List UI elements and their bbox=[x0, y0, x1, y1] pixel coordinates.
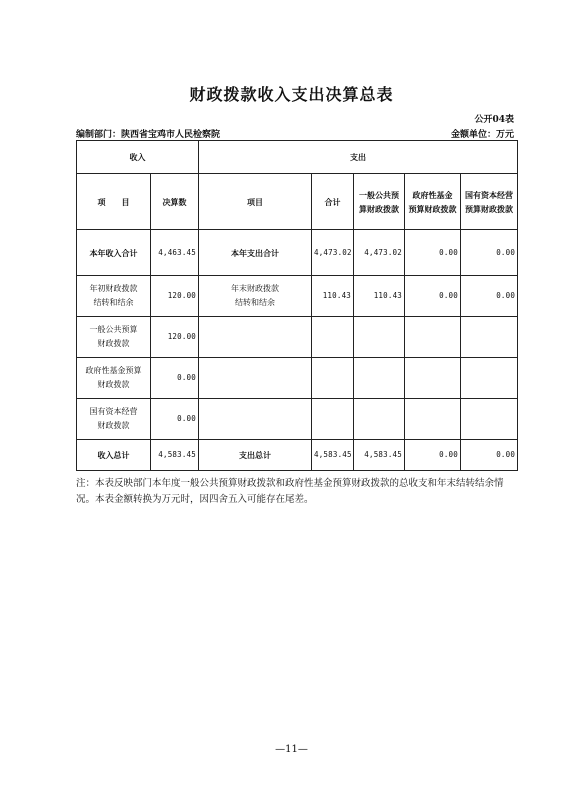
table-row bbox=[77, 399, 518, 440]
general-budget-label-line2: 财政拨款 bbox=[97, 339, 130, 348]
year-end-carryover-label-line1: 年末财政拨款 bbox=[231, 284, 279, 293]
table-row bbox=[77, 440, 518, 471]
empty-cell bbox=[199, 317, 312, 358]
gov-fund-header bbox=[405, 174, 461, 230]
income-total-label: 本年收入合计 bbox=[77, 230, 151, 276]
year-end-carryover-label-line2: 结转和结余 bbox=[235, 298, 275, 307]
general-budget-label-line1: 一般公共预算 bbox=[89, 325, 138, 334]
year-end-carryover-state-capital: 0.00 bbox=[461, 276, 518, 317]
expense-total-amount: 4,473.02 bbox=[312, 230, 354, 276]
empty-cell bbox=[312, 317, 354, 358]
general-budget-label bbox=[77, 317, 151, 358]
carryover-amount: 120.00 bbox=[151, 276, 199, 317]
general-budget-header bbox=[354, 174, 405, 230]
income-item-header: 项 目 bbox=[77, 174, 151, 230]
income-total-amount: 4,463.45 bbox=[151, 230, 199, 276]
year-end-carryover-label bbox=[199, 276, 312, 317]
gov-fund-header-line1: 政府性基金 bbox=[412, 189, 453, 200]
total-header: 合计 bbox=[312, 174, 354, 230]
expense-total-state-capital: 0.00 bbox=[461, 230, 518, 276]
table-row bbox=[77, 276, 518, 317]
gov-fund-header-line2: 预算财政拨款 bbox=[408, 203, 457, 214]
grand-total-income-label: 收入总计 bbox=[77, 440, 151, 471]
state-capital-budget-label-line2: 财政拨款 bbox=[97, 421, 130, 430]
expense-total-general: 4,473.02 bbox=[354, 230, 405, 276]
year-end-carryover-general: 110.43 bbox=[354, 276, 405, 317]
year-end-carryover-gov-fund: 0.00 bbox=[405, 276, 461, 317]
table-row bbox=[77, 230, 518, 276]
state-capital-header-line2: 预算财政拨款 bbox=[465, 203, 514, 214]
empty-cell bbox=[312, 358, 354, 399]
empty-cell bbox=[461, 317, 518, 358]
amount-unit: 金额单位：万元 bbox=[450, 130, 514, 140]
empty-cell bbox=[354, 399, 405, 440]
state-capital-header bbox=[461, 174, 518, 230]
general-budget-header-line1: 一般公共预 bbox=[359, 189, 399, 200]
general-budget-header-line2: 算财政拨款 bbox=[359, 203, 399, 214]
empty-cell bbox=[405, 358, 461, 399]
form-number: 公开04表 bbox=[474, 115, 514, 125]
table-header-row-1 bbox=[77, 141, 518, 174]
gov-fund-budget-label-line2: 财政拨款 bbox=[97, 380, 130, 389]
income-header: 收入 bbox=[77, 141, 199, 174]
grand-total-income-amount: 4,583.45 bbox=[151, 440, 199, 471]
table-row bbox=[77, 317, 518, 358]
state-capital-budget-label bbox=[77, 399, 151, 440]
table-header-row-2 bbox=[77, 174, 518, 230]
empty-cell bbox=[354, 317, 405, 358]
gov-fund-budget-label bbox=[77, 358, 151, 399]
table-row bbox=[77, 358, 518, 399]
empty-cell bbox=[405, 317, 461, 358]
page-number: —11— bbox=[275, 744, 308, 755]
expense-total-gov-fund: 0.00 bbox=[405, 230, 461, 276]
table-note: 注：本表反映部门本年度一般公共预算财政拨款和政府性基金预算财政拨款的总收支和年末结转结余情况。本表金额转换为万元时，因四舍五入可能存在尾差。 bbox=[76, 478, 504, 505]
state-capital-budget-label-line1: 国有资本经营 bbox=[89, 407, 138, 416]
empty-cell bbox=[405, 399, 461, 440]
grand-total-expense-label: 支出总计 bbox=[199, 440, 312, 471]
expense-total-label: 本年支出合计 bbox=[199, 230, 312, 276]
expense-header: 支出 bbox=[199, 141, 518, 174]
carryover-label-line1: 年初财政拨款 bbox=[89, 284, 138, 293]
empty-cell bbox=[461, 399, 518, 440]
fiscal-summary-table bbox=[76, 140, 518, 471]
expense-item-header: 项目 bbox=[199, 174, 312, 230]
state-capital-budget-amount: 0.00 bbox=[151, 399, 199, 440]
grand-total-general: 4,583.45 bbox=[354, 440, 405, 471]
empty-cell bbox=[312, 399, 354, 440]
empty-cell bbox=[199, 358, 312, 399]
year-end-carryover-total: 110.43 bbox=[312, 276, 354, 317]
empty-cell bbox=[199, 399, 312, 440]
empty-cell bbox=[461, 358, 518, 399]
final-amount-header: 决算数 bbox=[151, 174, 199, 230]
page-title: 财政拨款收入支出决算总表 bbox=[189, 85, 394, 104]
gov-fund-budget-label-line1: 政府性基金预算 bbox=[85, 366, 142, 375]
carryover-label-line2: 结转和结余 bbox=[93, 298, 134, 307]
compiling-department: 编制部门：陕西省宝鸡市人民检察院 bbox=[76, 130, 221, 140]
empty-cell bbox=[354, 358, 405, 399]
grand-total-gov-fund: 0.00 bbox=[405, 440, 461, 471]
state-capital-header-line1: 国有资本经营 bbox=[465, 189, 514, 200]
grand-total-state-capital: 0.00 bbox=[461, 440, 518, 471]
general-budget-amount: 120.00 bbox=[151, 317, 199, 358]
carryover-label bbox=[77, 276, 151, 317]
gov-fund-budget-amount: 0.00 bbox=[151, 358, 199, 399]
grand-total-expense-amount: 4,583.45 bbox=[312, 440, 354, 471]
